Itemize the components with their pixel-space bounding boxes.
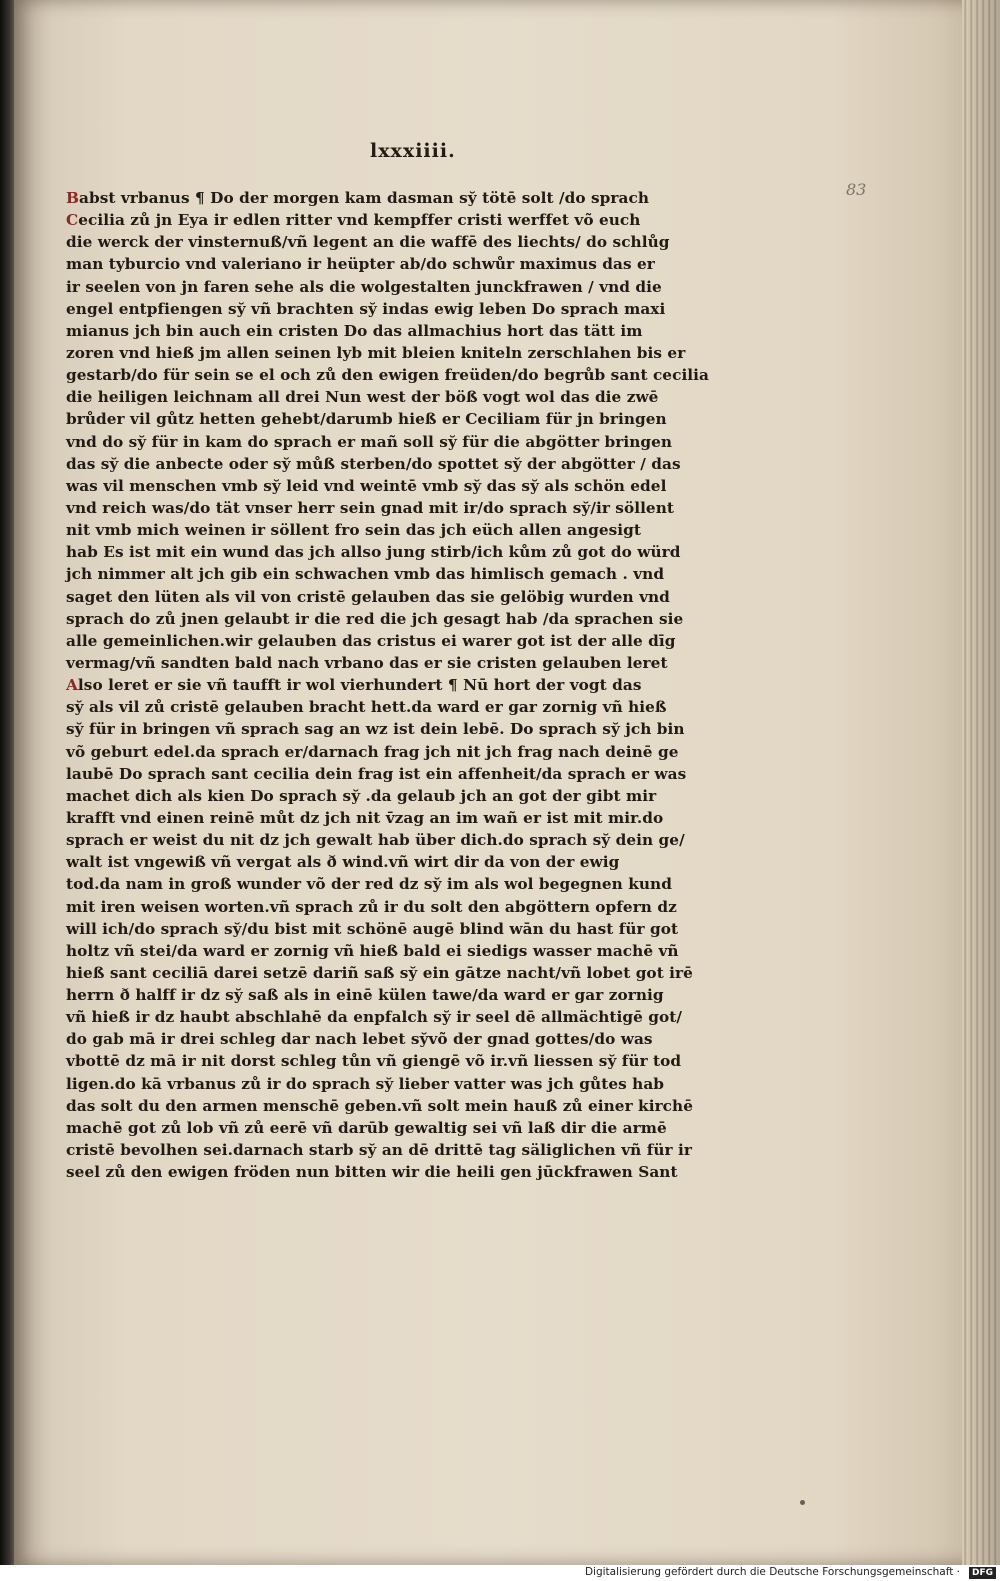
text-line (66, 1073, 746, 1095)
text-line (66, 1006, 746, 1028)
text-line (66, 652, 746, 674)
text-line (66, 209, 746, 231)
text-line (66, 896, 746, 918)
text-line (66, 431, 746, 453)
text-line (66, 276, 746, 298)
line-text: cristē bevolhen sei.darnach starb sy̆ an dē drittē tag säliglichen vñ für ir (66, 1141, 692, 1160)
line-text: sprach do zů jnen gelaubt ir die red die jch gesagt hab /da sprachen sie (66, 609, 684, 628)
line-text: ir seelen von jn faren sehe als die wolgestalten junckfrawen / vnd die (66, 277, 662, 296)
line-text: mianus jch bin auch ein cristen Do das allmachius hort das tätt im (66, 321, 643, 340)
text-line (66, 873, 746, 895)
text-line (66, 940, 746, 962)
text-line (66, 962, 746, 984)
text-line (66, 519, 746, 541)
line-text: vermag/vñ sandten bald nach vrbano das er sie cristen gelauben leret (66, 653, 668, 672)
rubricated-initial: B (66, 189, 79, 207)
line-text: man tyburcio vnd valeriano ir heüpter ab/do schwůr maximus das er (66, 255, 655, 274)
text-line (66, 785, 746, 807)
line-text: machē got zů lob vñ zů eerē vñ darūb gewaltig sei vñ laß dir die armē (66, 1118, 667, 1137)
line-text: hieß sant ceciliā darei setzē dariñ saß sy̆ ein gātze nacht/vñ lobet got irē (66, 963, 693, 982)
text-line (66, 541, 746, 563)
text-line (66, 475, 746, 497)
marginal-page-number: 83 (846, 180, 867, 199)
text-line (66, 918, 746, 940)
text-line (66, 364, 746, 386)
text-line (66, 563, 746, 585)
line-text: zoren vnd hieß jm allen seinen lyb mit bleien kniteln zerschlahen bis er (66, 343, 686, 362)
text-line (66, 763, 746, 785)
line-text: sy̆ als vil zů cristē gelauben bracht hett.da ward er gar zornig vñ hieß (66, 698, 667, 717)
text-line (66, 608, 746, 630)
text-line (66, 741, 746, 763)
line-text: ligen.do kā vrbanus zů ir do sprach sy̆ lieber vatter was jch gůtes hab (66, 1074, 665, 1093)
text-line (66, 1117, 746, 1139)
line-text: was vil menschen vmb sy̆ leid vnd weintē vmb sy̆ das sy̆ als schön edel (66, 476, 667, 495)
text-block (66, 187, 746, 1183)
line-text: laubē Do sprach sant cecilia dein frag ist ein affenheit/da sprach er was (66, 764, 687, 783)
line-text: lso leret er sie vñ taufft ir wol vierhundert ¶ Nū hort der vogt das (77, 676, 642, 695)
line-text: alle gemeinlichen.wir gelauben das cristus ei warer got ist der alle dīg (66, 631, 676, 650)
line-text: võ geburt edel.da sprach er/darnach frag jch nit jch frag nach deinē ge (66, 742, 679, 761)
line-text: das sy̆ die anbecte oder sy̆ můß sterben/do spottet sy̆ der abgötter / das (66, 454, 681, 473)
page-edges (962, 0, 1000, 1565)
line-text: gestarb/do für sein se el och zů den ewigen freüden/do begrůb sant cecilia (66, 366, 709, 385)
text-line (66, 342, 746, 364)
line-text: engel entpfiengen sy̆ vñ brachten sy̆ indas ewig leben Do sprach maxi (66, 299, 666, 318)
text-line (66, 1028, 746, 1050)
rubricated-initial: A (66, 676, 78, 695)
folio-number: lxxxiiii. (370, 140, 456, 162)
text-line (66, 320, 746, 342)
text-line (66, 497, 746, 519)
line-text: do gab mā ir drei schleg dar nach lebet sy̆võ der gnad gottes/do was (66, 1030, 653, 1049)
line-text: die werck der vinsternuß/vñ legent an die waffē des liechts/ do schlůg (66, 233, 670, 252)
text-line (66, 829, 746, 851)
line-text: walt ist vngewiß vñ vergat als ð wind.vñ wirt dir da von der ewig (66, 853, 620, 872)
line-text: die heiligen leichnam all drei Nun west der böß vogt wol das die zwē (66, 388, 659, 407)
footer-credit: Digitalisierung gefördert durch die Deutsche Forschungsgemeinschaft · (584, 1566, 960, 1578)
line-text: brůder vil gůtz hetten gehebt/darumb hieß er Ceciliam für jn bringen (66, 410, 667, 429)
line-text: machet dich als kien Do sprach sy̆ .da gelaub jch an got der gibt mir (66, 786, 657, 805)
text-line (66, 231, 746, 253)
line-text: sprach er weist du nit dz jch gewalt hab über dich.do sprach sy̆ dein ge/ (66, 831, 685, 850)
line-text: vnd reich was/do tät vnser herr sein gnad mit ir/do sprach sy̆/ir söllent (66, 498, 675, 517)
line-text: tod.da nam in groß wunder võ der red dz sy̆ im als wol begegnen kund (66, 875, 672, 894)
line-text: vbottē dz mā ir nit dorst schleg tůn vñ giengē võ ir.vñ liessen sy̆ für tod (66, 1052, 682, 1071)
text-line (66, 1095, 746, 1117)
line-text: jch nimmer alt jch gib ein schwachen vmb das himlisch gemach . vnd (66, 565, 665, 584)
text-line (66, 253, 746, 275)
catchmark-dot (800, 1500, 805, 1505)
text-line (66, 696, 746, 718)
text-line (66, 1161, 746, 1183)
dfg-logo: DFG (969, 1567, 996, 1579)
text-line (66, 1139, 746, 1161)
line-text: seel zů den ewigen fröden nun bitten wir die heili gen jūckfrawen Sant (66, 1163, 678, 1182)
text-line (66, 1050, 746, 1072)
line-text: hab Es ist mit ein wund das jch allso jung stirb/ich kům zů got do würd (66, 543, 681, 562)
line-text: mit iren weisen worten.vñ sprach zů ir du solt den abgöttern opfern dz (66, 897, 677, 916)
text-line (66, 851, 746, 873)
line-text: saget den lüten als vil von cristē gelauben das sie gelöbig wurden vnd (66, 587, 670, 606)
line-text: ecilia zů jn Eya ir edlen ritter vnd kempffer cristi werffet võ euch (78, 211, 641, 230)
text-line (66, 674, 746, 696)
line-text: vnd do sy̆ für in kam do sprach er mañ soll sy̆ für die abgötter bringen (66, 432, 673, 451)
text-line (66, 386, 746, 408)
line-text: vñ hieß ir dz haubt abschlahē da enpfalch sy̆ ir seel dē allmächtigē got/ (66, 1008, 683, 1027)
text-line (66, 807, 746, 829)
line-text: holtz vñ stei/da ward er zornig vñ hieß bald ei siedigs wasser machē vñ (66, 941, 679, 960)
line-text: das solt du den armen menschē geben.vñ solt mein hauß zů einer kirchē (66, 1096, 693, 1115)
text-line (66, 984, 746, 1006)
text-line (66, 298, 746, 320)
line-text: herrn ð halff ir dz sy̆ saß als in einē külen tawe/da ward er gar zornig (66, 986, 664, 1005)
text-line (66, 453, 746, 475)
line-text: krafft vnd einen reinē můt dz jch nit v̄zag an im wañ er ist mit mir.do (66, 808, 664, 827)
rubricated-initial: C (66, 211, 79, 230)
line-text: abst vrbanus ¶ Do der morgen kam dasman sy̆ tötē solt /do sprach (78, 189, 650, 207)
text-line (66, 718, 746, 740)
text-line (66, 586, 746, 608)
line-text: sy̆ für in bringen vñ sprach sag an wz ist dein lebē. Do sprach sy̆ jch bin (66, 720, 685, 739)
line-text: will ich/do sprach sy̆/du bist mit schönē augē blind wān du hast für got (66, 919, 679, 938)
text-line (66, 408, 746, 430)
line-text: nit vmb mich weinen ir söllent fro sein das jch eüch allen angesigt (66, 521, 642, 540)
text-line (66, 630, 746, 652)
text-line (66, 187, 746, 209)
